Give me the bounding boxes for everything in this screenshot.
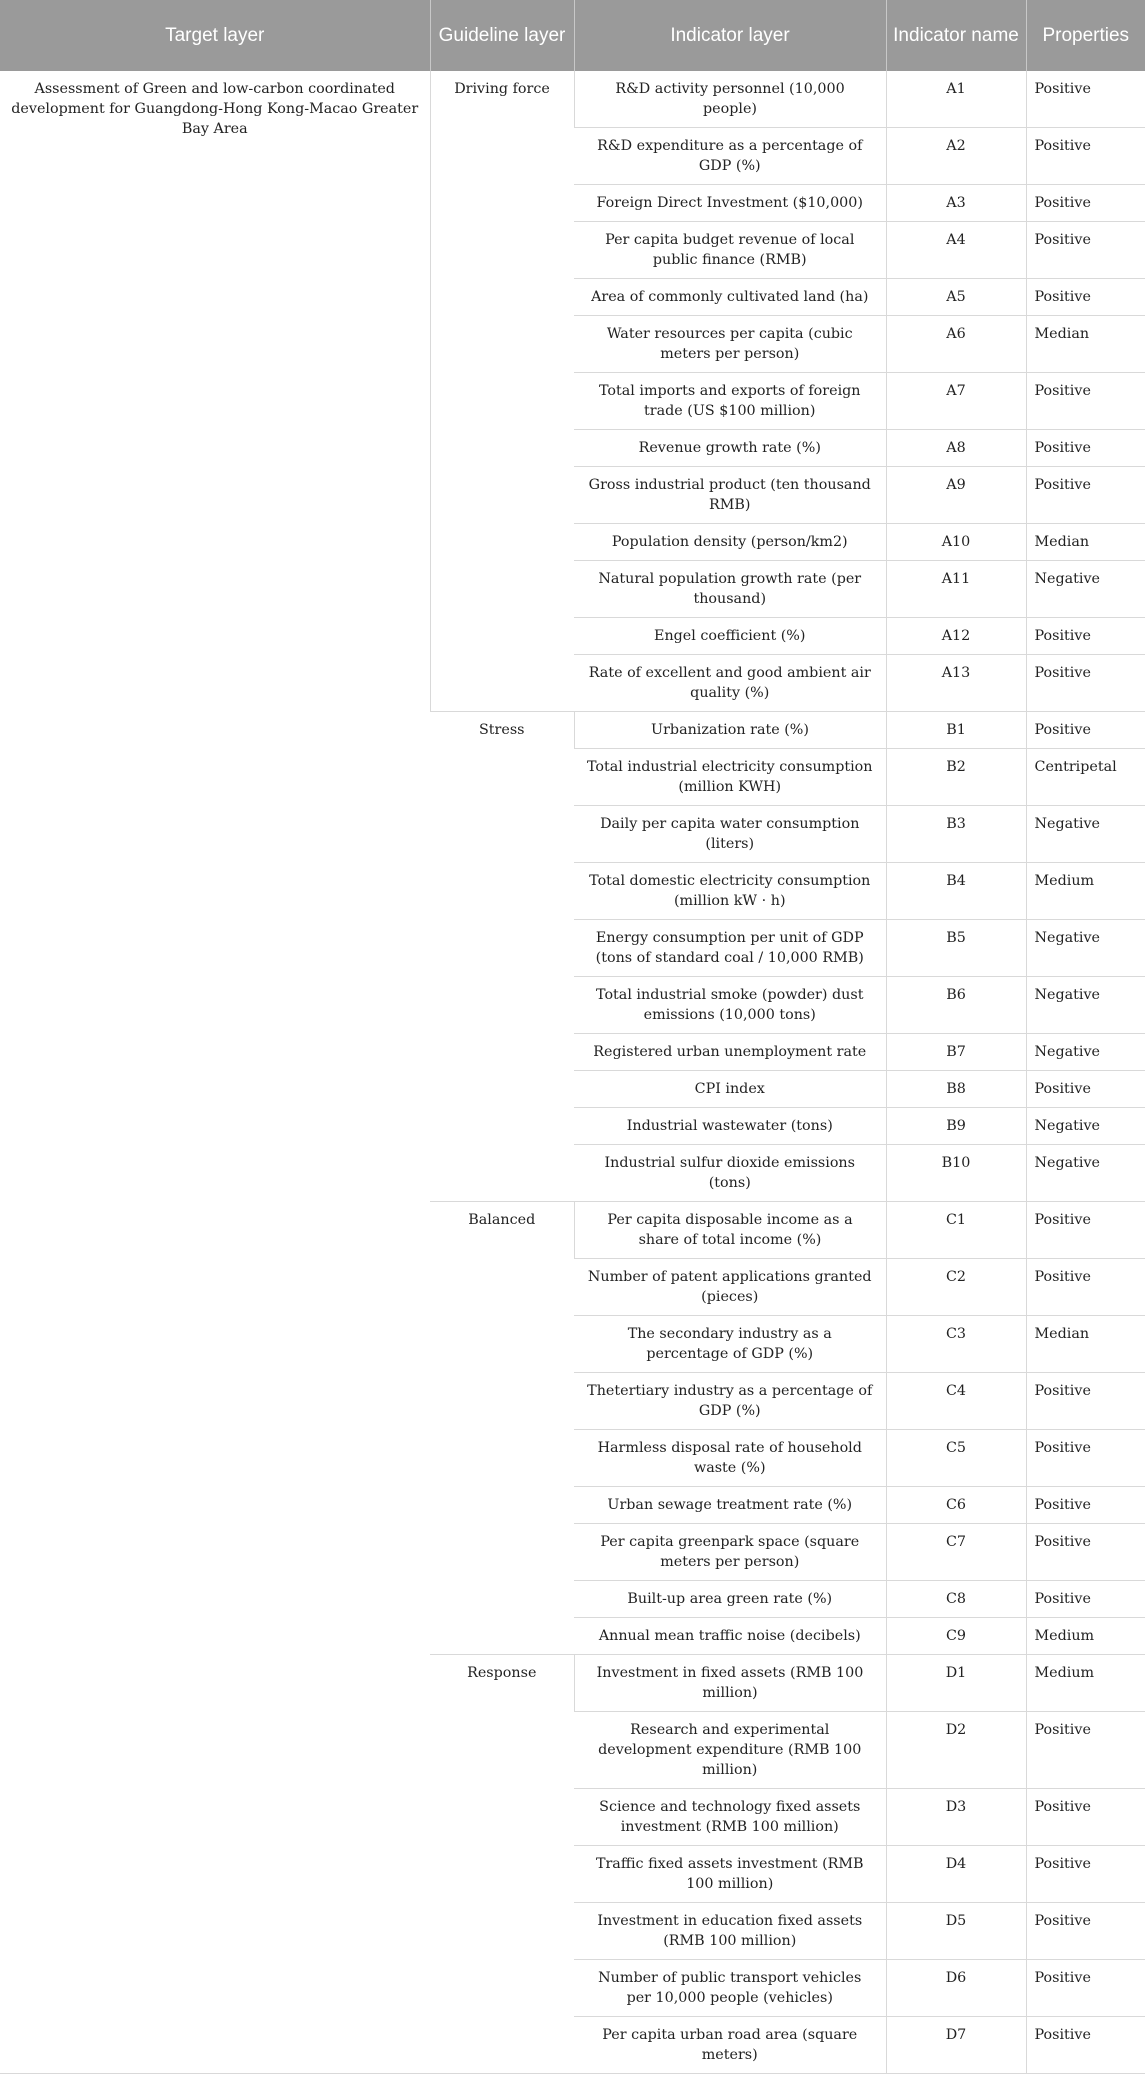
indicator-code-cell: A3 [886, 185, 1026, 222]
table-body [0, 71, 1145, 2074]
indicator-code-cell: C6 [886, 1487, 1026, 1524]
indicator-code-cell: D5 [886, 1903, 1026, 1960]
property-cell: Positive [1026, 1487, 1145, 1524]
property-cell: Positive [1026, 1259, 1145, 1316]
indicator-cell: Registered urban unemployment rate [574, 1034, 886, 1071]
property-cell: Negative [1026, 561, 1145, 618]
indicator-cell: Industrial wastewater (tons) [574, 1108, 886, 1145]
indicator-code-cell: A10 [886, 524, 1026, 561]
property-cell: Median [1026, 316, 1145, 373]
indicator-code-cell: B2 [886, 749, 1026, 806]
indicator-cell: Engel coefficient (%) [574, 618, 886, 655]
indicator-cell: Area of commonly cultivated land (ha) [574, 279, 886, 316]
property-cell: Positive [1026, 1903, 1145, 1960]
indicator-code-cell: D2 [886, 1712, 1026, 1789]
indicator-cell: Urban sewage treatment rate (%) [574, 1487, 886, 1524]
header-indicator-name: Indicator name [886, 0, 1026, 71]
property-cell: Positive [1026, 1846, 1145, 1903]
property-cell: Centripetal [1026, 749, 1145, 806]
property-cell: Positive [1026, 1373, 1145, 1430]
indicator-code-cell: A9 [886, 467, 1026, 524]
indicator-code-cell: A11 [886, 561, 1026, 618]
indicator-code-cell: B3 [886, 806, 1026, 863]
header-target-layer: Target layer [0, 0, 430, 71]
property-cell: Positive [1026, 128, 1145, 185]
property-cell: Positive [1026, 1202, 1145, 1259]
property-cell: Median [1026, 524, 1145, 561]
indicator-code-cell: C4 [886, 1373, 1026, 1430]
indicator-cell: Rate of excellent and good ambient air quality (%) [574, 655, 886, 712]
indicator-code-cell: A7 [886, 373, 1026, 430]
indicator-code-cell: C2 [886, 1259, 1026, 1316]
property-cell: Positive [1026, 430, 1145, 467]
indicator-cell: CPI index [574, 1071, 886, 1108]
indicator-cell: Total imports and exports of foreign trade (US $100 million) [574, 373, 886, 430]
indicator-code-cell: A4 [886, 222, 1026, 279]
property-cell: Negative [1026, 977, 1145, 1034]
indicator-code-cell: A6 [886, 316, 1026, 373]
indicator-cell: Industrial sulfur dioxide emissions (tons) [574, 1145, 886, 1202]
indicator-code-cell: B4 [886, 863, 1026, 920]
indicator-cell: R&D expenditure as a percentage of GDP (%) [574, 128, 886, 185]
indicator-code-cell: A1 [886, 71, 1026, 128]
indicator-cell: Urbanization rate (%) [574, 712, 886, 749]
guideline-layer-cell: Stress [430, 712, 574, 1202]
property-cell: Median [1026, 1316, 1145, 1373]
indicator-cell: Revenue growth rate (%) [574, 430, 886, 467]
property-cell: Medium [1026, 863, 1145, 920]
indicator-cell: Per capita urban road area (square meters) [574, 2017, 886, 2074]
indicator-cell: Research and experimental development expenditure (RMB 100 million) [574, 1712, 886, 1789]
indicator-cell: Investment in education fixed assets (RMB 100 million) [574, 1903, 886, 1960]
indicator-cell: Energy consumption per unit of GDP (tons of standard coal / 10,000 RMB) [574, 920, 886, 977]
property-cell: Positive [1026, 1071, 1145, 1108]
property-cell: Positive [1026, 655, 1145, 712]
indicator-code-cell: D3 [886, 1789, 1026, 1846]
indicator-code-cell: C5 [886, 1430, 1026, 1487]
indicator-code-cell: C3 [886, 1316, 1026, 1373]
indicator-cell: Built-up area green rate (%) [574, 1581, 886, 1618]
indicator-cell: Investment in fixed assets (RMB 100 million) [574, 1655, 886, 1712]
indicator-code-cell: A8 [886, 430, 1026, 467]
property-cell: Positive [1026, 373, 1145, 430]
indicator-cell: Per capita greenpark space (square meters per person) [574, 1524, 886, 1581]
property-cell: Positive [1026, 222, 1145, 279]
indicator-cell: Science and technology fixed assets investment (RMB 100 million) [574, 1789, 886, 1846]
indicator-cell: Gross industrial product (ten thousand RMB) [574, 467, 886, 524]
property-cell: Negative [1026, 1034, 1145, 1071]
indicator-cell: Water resources per capita (cubic meters per person) [574, 316, 886, 373]
property-cell: Medium [1026, 1655, 1145, 1712]
indicator-code-cell: B9 [886, 1108, 1026, 1145]
indicator-code-cell: B10 [886, 1145, 1026, 1202]
property-cell: Positive [1026, 279, 1145, 316]
property-cell: Positive [1026, 71, 1145, 128]
indicator-code-cell: A5 [886, 279, 1026, 316]
property-cell: Positive [1026, 185, 1145, 222]
property-cell: Negative [1026, 1145, 1145, 1202]
target-layer-cell: Assessment of Green and low-carbon coordinated development for Guangdong-Hong Kong-Macao Greater Bay Area [0, 71, 430, 2074]
indicator-cell: Population density (person/km2) [574, 524, 886, 561]
property-cell: Medium [1026, 1618, 1145, 1655]
indicator-cell: Number of patent applications granted (pieces) [574, 1259, 886, 1316]
property-cell: Positive [1026, 618, 1145, 655]
header-guideline-layer: Guideline layer [430, 0, 574, 71]
indicator-code-cell: D1 [886, 1655, 1026, 1712]
indicator-code-cell: C7 [886, 1524, 1026, 1581]
property-cell: Positive [1026, 467, 1145, 524]
indicator-code-cell: B8 [886, 1071, 1026, 1108]
indicator-code-cell: C8 [886, 1581, 1026, 1618]
indicator-code-cell: C9 [886, 1618, 1026, 1655]
indicator-code-cell: A13 [886, 655, 1026, 712]
indicator-code-cell: B5 [886, 920, 1026, 977]
indicator-code-cell: D6 [886, 1960, 1026, 2017]
property-cell: Positive [1026, 1430, 1145, 1487]
indicator-cell: R&D activity personnel (10,000 people) [574, 71, 886, 128]
header-indicator-layer: Indicator layer [574, 0, 886, 71]
guideline-layer-cell: Driving force [430, 71, 574, 712]
property-cell: Positive [1026, 1789, 1145, 1846]
header-properties: Properties [1026, 0, 1145, 71]
property-cell: Positive [1026, 1581, 1145, 1618]
property-cell: Positive [1026, 1524, 1145, 1581]
indicator-code-cell: D4 [886, 1846, 1026, 1903]
indicator-cell: The secondary industry as a percentage of GDP (%) [574, 1316, 886, 1373]
indicator-code-cell: B6 [886, 977, 1026, 1034]
indicator-cell: Per capita disposable income as a share of total income (%) [574, 1202, 886, 1259]
indicator-code-cell: A2 [886, 128, 1026, 185]
property-cell: Positive [1026, 1960, 1145, 2017]
indicator-code-cell: B7 [886, 1034, 1026, 1071]
indicator-cell: Thetertiary industry as a percentage of GDP (%) [574, 1373, 886, 1430]
indicator-cell: Total domestic electricity consumption (million kW · h) [574, 863, 886, 920]
guideline-layer-cell: Balanced [430, 1202, 574, 1655]
indicator-cell: Harmless disposal rate of household waste (%) [574, 1430, 886, 1487]
indicator-cell: Natural population growth rate (per thousand) [574, 561, 886, 618]
indicator-cell: Per capita budget revenue of local public finance (RMB) [574, 222, 886, 279]
property-cell: Positive [1026, 712, 1145, 749]
indicator-cell: Number of public transport vehicles per 10,000 people (vehicles) [574, 1960, 886, 2017]
property-cell: Negative [1026, 806, 1145, 863]
indicator-cell: Total industrial smoke (powder) dust emissions (10,000 tons) [574, 977, 886, 1034]
indicator-code-cell: A12 [886, 618, 1026, 655]
guideline-layer-cell: Response [430, 1655, 574, 2074]
indicator-code-cell: C1 [886, 1202, 1026, 1259]
indicator-code-cell: D7 [886, 2017, 1026, 2074]
indicator-cell: Total industrial electricity consumption (million KWH) [574, 749, 886, 806]
property-cell: Positive [1026, 1712, 1145, 1789]
header-row [0, 0, 1145, 71]
indicator-cell: Foreign Direct Investment ($10,000) [574, 185, 886, 222]
indicator-cell: Traffic fixed assets investment (RMB 100 million) [574, 1846, 886, 1903]
indicator-cell: Annual mean traffic noise (decibels) [574, 1618, 886, 1655]
property-cell: Negative [1026, 920, 1145, 977]
indicator-code-cell: B1 [886, 712, 1026, 749]
property-cell: Negative [1026, 1108, 1145, 1145]
table-row [0, 71, 1145, 128]
indicator-cell: Daily per capita water consumption (liters) [574, 806, 886, 863]
property-cell: Positive [1026, 2017, 1145, 2074]
